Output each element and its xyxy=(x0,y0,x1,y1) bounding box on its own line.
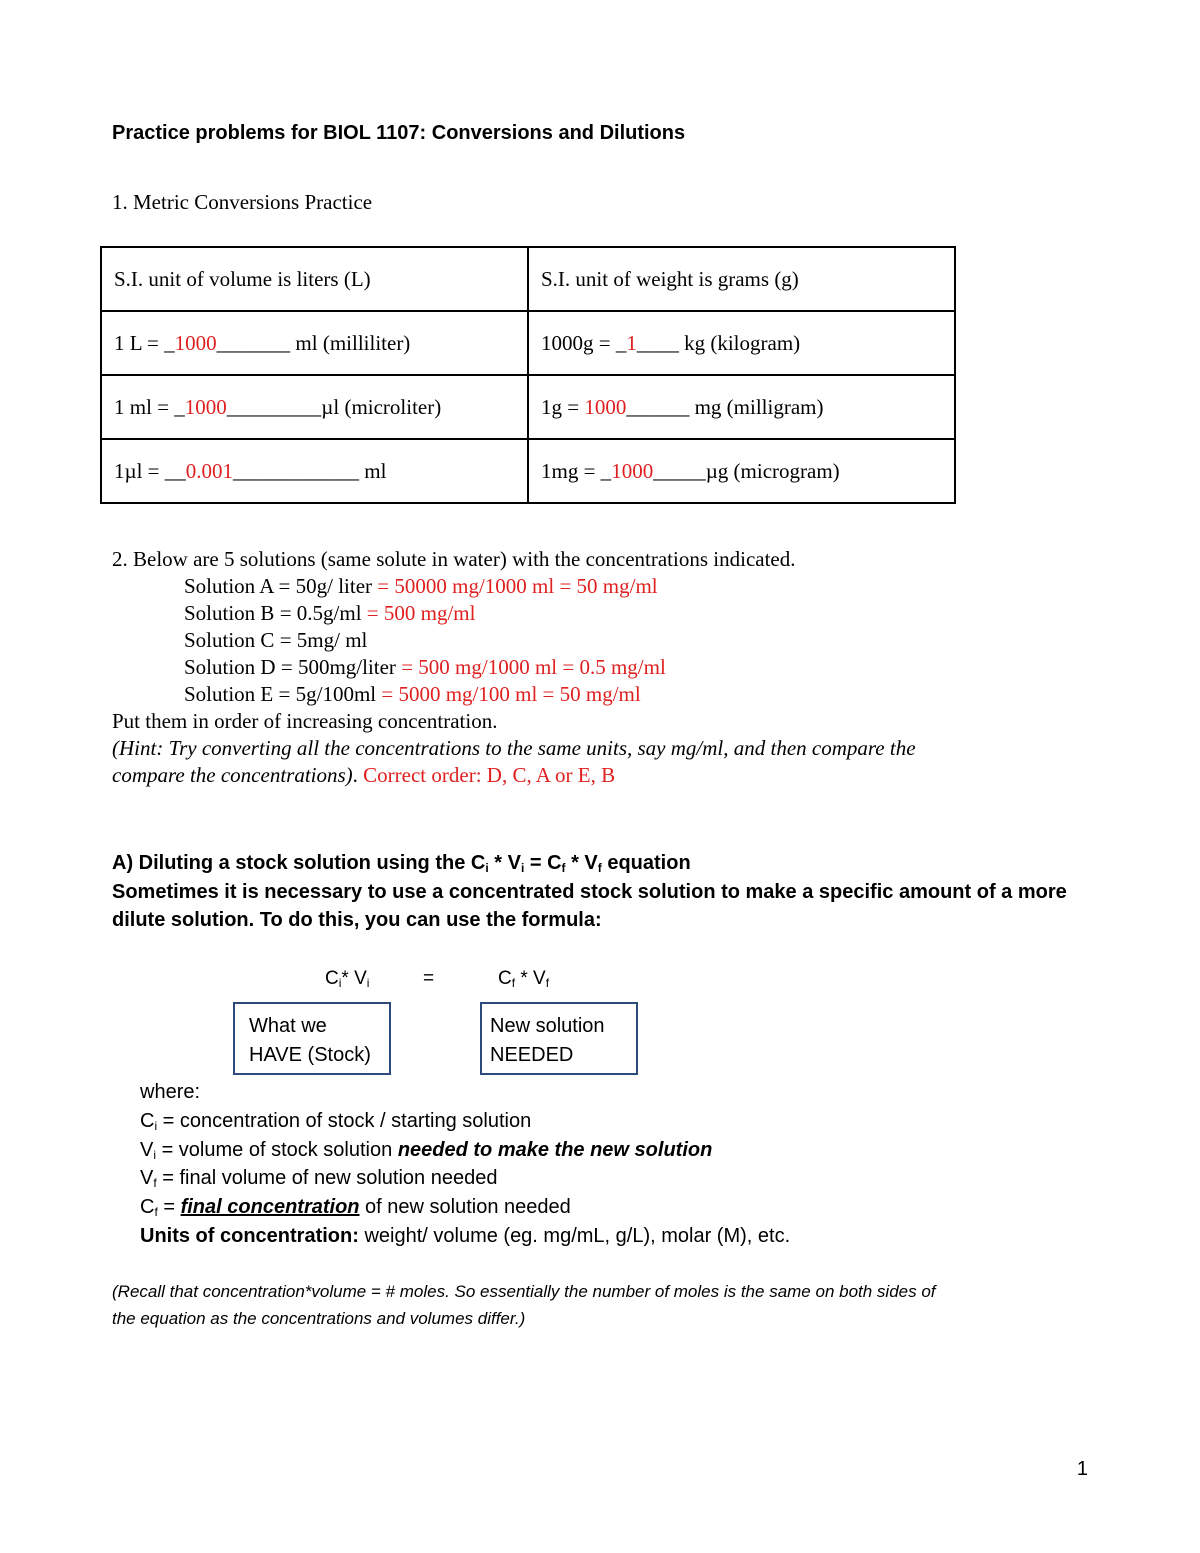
solution-e-answer: = 5000 mg/100 ml = 50 mg/ml xyxy=(381,682,641,706)
section-1-heading: 1. Metric Conversions Practice xyxy=(112,190,373,214)
equation-equals: = xyxy=(423,968,435,989)
section-a-para-1: Sometimes it is necessary to use a concentrated stock solution to make a specific amount of a more xyxy=(112,881,1067,903)
table-row xyxy=(101,247,955,311)
solution-a: Solution A = 50g/ liter = 50000 mg/1000 ml = 50 mg/ml xyxy=(184,574,658,598)
solution-d-answer: = 500 mg/1000 ml = 0.5 mg/ml xyxy=(401,655,666,679)
recall-note-line-1: (Recall that concentration*volume = # moles. So essentially the number of moles is the same on both sides of xyxy=(112,1282,936,1301)
units-of-concentration: Units of concentration: weight/ volume (eg. mg/mL, g/L), molar (M), etc. xyxy=(140,1225,791,1247)
definition-vf: $V_f$ = final volume of new solution needed xyxy=(140,1167,498,1190)
conversion-answer: 0.001 xyxy=(185,458,234,483)
conversion-answer: 1000 xyxy=(584,394,627,419)
have-stock-box: What we HAVE (Stock) xyxy=(233,1002,391,1075)
solution-b-answer: = 500 mg/ml xyxy=(366,601,476,625)
page-title: Practice problems for BIOL 1107: Conversions and Dilutions xyxy=(112,122,686,144)
where-label: where: xyxy=(140,1081,201,1103)
hint-line-1: (Hint: Try converting all the concentrations to the same units, say mg/ml, and then compare the xyxy=(112,736,916,760)
table-cell: 1µl = __0.001____________ ml xyxy=(101,439,528,503)
table-cell: 1mg = _1000_____µg (microgram) xyxy=(528,439,955,503)
conversion-answer: 1000 xyxy=(174,330,217,355)
table-row xyxy=(101,439,955,503)
equation-right: $C_f * V_f$ xyxy=(498,968,550,990)
table-row xyxy=(101,311,955,375)
definition-cf: $C_f$ = final concentration of new solution needed xyxy=(140,1196,571,1219)
solution-c: Solution C = 5mg/ ml xyxy=(184,628,368,652)
order-instruction: Put them in order of increasing concentration. xyxy=(112,709,498,733)
table-cell: 1 ml = _1000_________µl (microliter) xyxy=(101,375,528,439)
conversion-table xyxy=(100,246,956,504)
conversion-answer: 1000 xyxy=(611,458,654,483)
needed-solution-box: New solution NEEDED xyxy=(480,1002,638,1075)
solution-d: Solution D = 500mg/liter = 500 mg/1000 ml = 0.5 mg/ml xyxy=(184,655,666,679)
recall-note-line-2: the equation as the concentrations and volumes differ.) xyxy=(112,1309,526,1328)
correct-order-answer: Correct order: D, C, A or E, B xyxy=(363,763,616,787)
table-cell: S.I. unit of volume is liters (L) xyxy=(101,247,528,311)
hint-line-2: compare the concentrations). Correct order: D, C, A or E, B xyxy=(112,763,616,787)
solution-e: Solution E = 5g/100ml = 5000 mg/100 ml = 50 mg/ml xyxy=(184,682,641,706)
table-cell: S.I. unit of weight is grams (g) xyxy=(528,247,955,311)
conversion-answer: 1000 xyxy=(184,394,227,419)
section-2-intro: 2. Below are 5 solutions (same solute in water) with the concentrations indicated. xyxy=(112,547,796,571)
page-number: 1 xyxy=(1076,1458,1088,1480)
table-cell: 1g = 1000______ mg (milligram) xyxy=(528,375,955,439)
section-a-para-2: dilute solution. To do this, you can use the formula: xyxy=(112,909,602,931)
table-cell: 1000g = _1____ kg (kilogram) xyxy=(528,311,955,375)
table-row xyxy=(101,375,955,439)
section-a-heading: A) Diluting a stock solution using the $C_i * V_i = C_f * V_f$ equation xyxy=(112,852,691,875)
solution-a-answer: = 50000 mg/1000 ml = 50 mg/ml xyxy=(377,574,658,598)
table-cell: 1 L = _1000_______ ml (milliliter) xyxy=(101,311,528,375)
equation-left: $C_i*$ $V_i$ xyxy=(325,968,370,990)
definition-vi: $V_i$ = volume of stock solution needed to make the new solution xyxy=(140,1139,713,1162)
solution-b: Solution B = 0.5g/ml = 500 mg/ml xyxy=(184,601,476,625)
definition-ci: $C_i$ = concentration of stock / starting solution xyxy=(140,1110,532,1133)
conversion-answer: 1 xyxy=(626,330,637,355)
